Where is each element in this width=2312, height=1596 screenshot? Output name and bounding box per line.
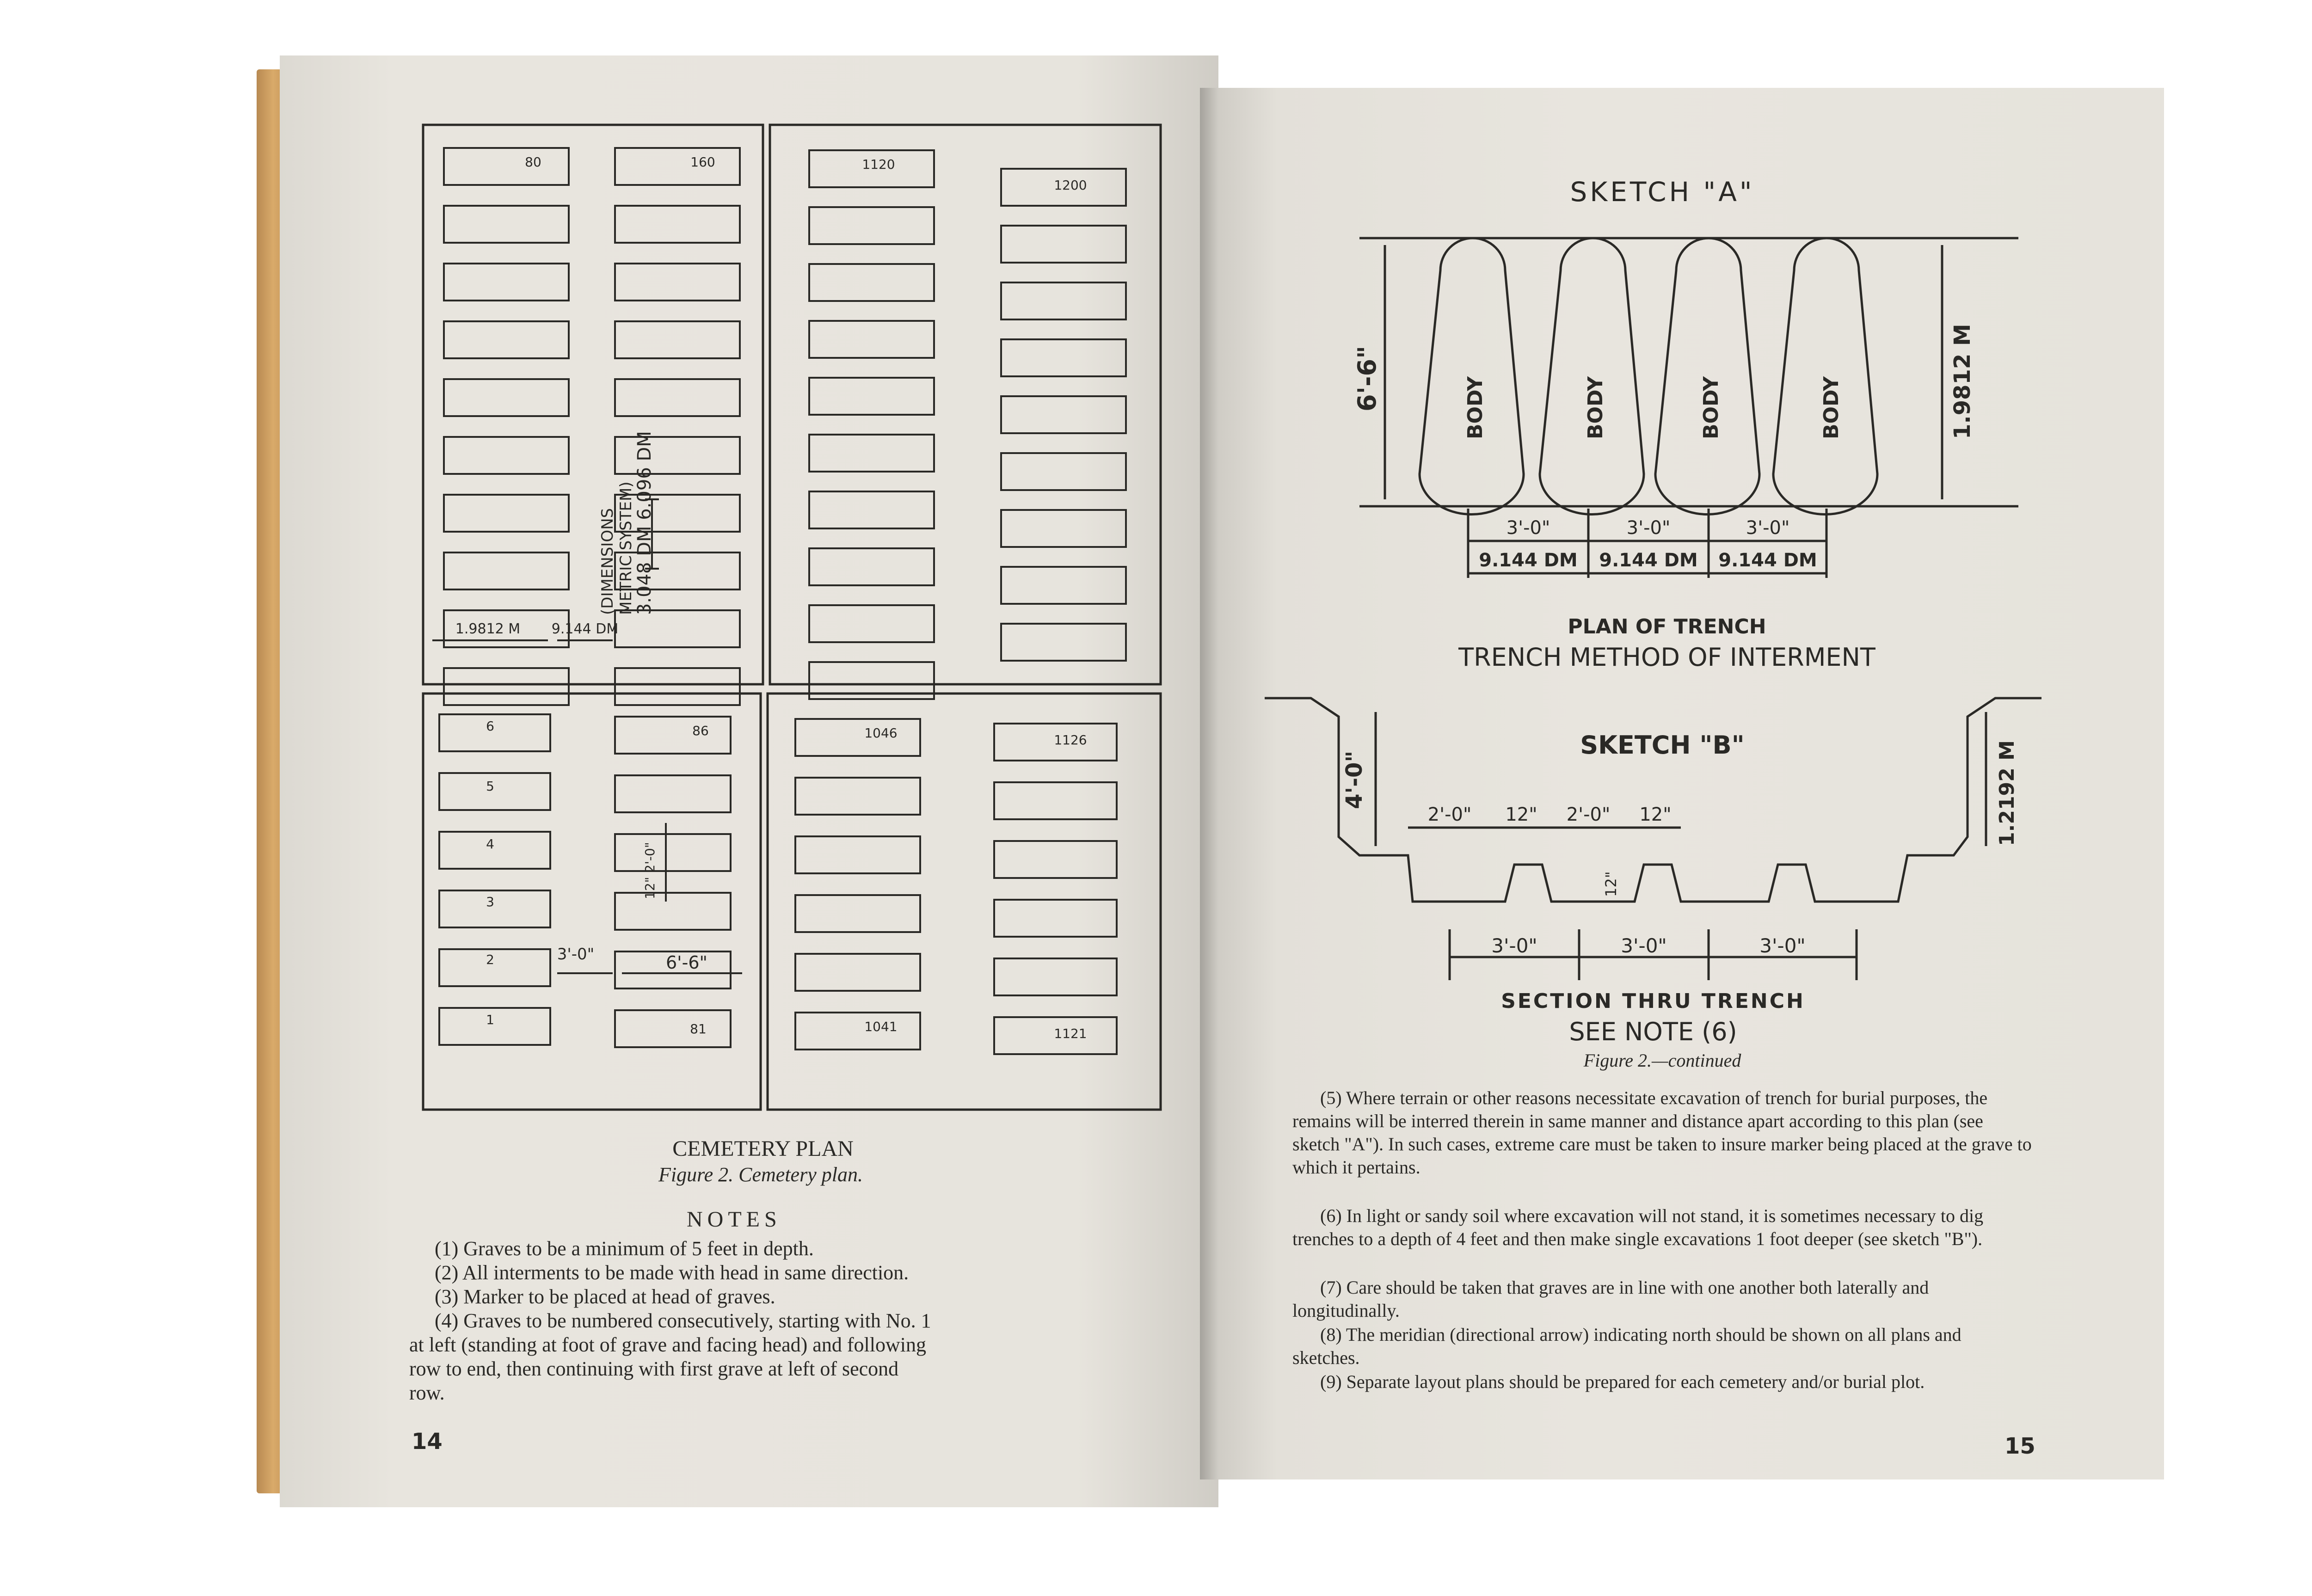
dim-width-label: 1.9812 M	[455, 621, 521, 637]
book-gutter-shadow	[1200, 88, 1218, 1479]
paragraph-7: (7) Care should be taken that graves are in line with one another both laterally and longitudinally.	[1292, 1277, 1929, 1321]
plot-number-160: 160	[690, 154, 715, 170]
sketch-b-depth-ft: 4'-0"	[1341, 750, 1367, 809]
grave-plot	[809, 321, 934, 358]
sketch-b-subtitle: SECTION THRU TRENCH	[1501, 989, 1805, 1013]
grave-plot	[615, 668, 740, 705]
sketch-b-bottom-dim-2: 3'-0"	[1621, 934, 1667, 957]
grave-plot	[444, 206, 569, 243]
plot-number-1200: 1200	[1054, 178, 1087, 193]
sketch-a-body-1: BODY	[1463, 376, 1487, 439]
grave-plot	[994, 782, 1117, 819]
grave-plot	[994, 958, 1117, 995]
sketch-a-spacing-2: 3'-0"	[1626, 517, 1671, 539]
grave-plot	[615, 893, 731, 930]
grave-plot	[615, 834, 731, 871]
paragraph-5: (5) Where terrain or other reasons necessitate excavation of trench for burial purposes, the remains will be interred therein in same manner and distance apart according to this plan (see sketch "A"). In such cases, extreme care must be taken to insure marker being placed at the grave to which it pertains.	[1292, 1087, 2032, 1178]
right-page	[1200, 88, 2164, 1479]
dim-spacing-label: 3'-0"	[557, 945, 595, 964]
sketch-a-spacing-1: 3'-0"	[1506, 517, 1550, 539]
grave-plot	[439, 1008, 550, 1045]
paragraph-8: (8) The meridian (directional arrow) indicating north should be shown on all plans and sketches.	[1292, 1324, 1962, 1368]
sketch-b-small-dim: 12"	[1602, 871, 1620, 897]
plot-number-2: 2	[486, 952, 494, 967]
sketch-a-metric-2: 9.144 DM	[1599, 550, 1698, 571]
grave-plot	[809, 548, 934, 585]
sketch-b-top-dim-2: 12"	[1505, 804, 1537, 825]
plot-number-5: 5	[486, 779, 494, 794]
grave-plot	[615, 321, 740, 358]
sketch-b-see-note: SEE NOTE (6)	[1569, 1017, 1737, 1046]
grave-plot	[615, 379, 740, 416]
grave-plot	[994, 841, 1117, 878]
sketch-a-height-m: 1.9812 M	[1949, 324, 1975, 439]
grave-plot	[795, 954, 920, 991]
trench-sketches-diagram	[1200, 88, 2164, 1059]
sketch-b-top-dim-1: 2'-0"	[1427, 804, 1472, 825]
grave-plot	[795, 778, 920, 815]
grave-plot	[615, 1010, 731, 1047]
grave-plot	[809, 605, 934, 642]
grave-plot	[1001, 624, 1126, 661]
grave-plot	[1001, 282, 1126, 319]
grave-plot	[1001, 567, 1126, 604]
plan-note-line-3: 3.048 DM 6.096 DM	[634, 431, 655, 615]
plot-number-81: 81	[690, 1021, 707, 1037]
sketch-a-body-4: BODY	[1820, 376, 1843, 439]
grave-plot	[795, 1013, 920, 1050]
notes-heading: NOTES	[687, 1207, 781, 1232]
grave-plot	[444, 148, 569, 185]
grave-plot	[795, 895, 920, 932]
note-2: (2) All interments to be made with head in same direction.	[435, 1261, 909, 1284]
sketch-b-title: SKETCH "B"	[1580, 730, 1745, 760]
note-4-cont-3: row.	[409, 1381, 445, 1404]
plan-note-line-1: (DIMENSIONS	[598, 508, 617, 615]
note-4-cont-1: at left (standing at foot of grave and facing head) and following	[409, 1333, 926, 1356]
sketch-a-title2: TRENCH METHOD OF INTERMENT	[1458, 643, 1875, 672]
grave-plot	[439, 773, 550, 810]
grave-plot	[809, 491, 934, 528]
left-figure-caption: Figure 2. Cemetery plan.	[658, 1163, 863, 1186]
grave-plot	[1001, 226, 1126, 263]
sketch-a-body-2: BODY	[1584, 376, 1607, 439]
dim-length-label: 6'-6"	[666, 952, 707, 973]
grave-plot	[994, 900, 1117, 937]
plot-number-1041: 1041	[864, 1019, 898, 1034]
sketch-a-metric-3: 9.144 DM	[1718, 550, 1817, 571]
grave-plot	[615, 610, 740, 647]
page-number-right: 15	[2005, 1433, 2035, 1459]
grave-plot	[1001, 510, 1126, 547]
sketch-a-title: SKETCH "A"	[1570, 176, 1755, 208]
grave-plot	[1001, 339, 1126, 376]
grave-plot	[795, 719, 920, 756]
grave-plot	[809, 207, 934, 244]
grave-plot	[444, 437, 569, 474]
sketch-b-top-dim-4: 12"	[1639, 804, 1672, 825]
note-4: (4) Graves to be numbered consecutively, starting with No. 1	[435, 1309, 931, 1332]
plot-number-1: 1	[486, 1012, 494, 1027]
grave-plot	[615, 775, 731, 812]
grave-plot	[444, 668, 569, 705]
plot-number-1126: 1126	[1054, 732, 1087, 748]
plot-number-1046: 1046	[864, 725, 898, 741]
grave-plot	[809, 378, 934, 415]
grave-plot	[444, 495, 569, 532]
open-booklet	[257, 55, 2164, 1507]
cemetery-plan-diagram	[280, 55, 1218, 1165]
grave-plot	[444, 379, 569, 416]
page-number-left: 14	[412, 1429, 443, 1455]
plot-number-1121: 1121	[1054, 1026, 1087, 1041]
sketch-b-bottom-dim-3: 3'-0"	[1759, 934, 1806, 957]
grave-plot	[444, 264, 569, 301]
grave-plot	[809, 435, 934, 472]
sketch-a-spacing-3: 3'-0"	[1746, 517, 1790, 539]
note-4-cont-2: row to end, then continuing with first grave at left of second	[409, 1357, 899, 1380]
plot-number-86: 86	[692, 723, 709, 738]
grave-plot	[444, 321, 569, 358]
sketch-b-top-dim-3: 2'-0"	[1566, 804, 1611, 825]
plot-number-4: 4	[486, 836, 494, 852]
paragraph-6: (6) In light or sandy soil where excavation will not stand, it is sometimes necessary to dig trenches to a depth of 4 feet and then make single excavations 1 foot deeper (see sketch "B").	[1292, 1205, 1984, 1249]
grave-plot	[795, 836, 920, 873]
sketch-b-bottom-dim-1: 3'-0"	[1491, 934, 1537, 957]
grave-plot	[444, 552, 569, 589]
grave-plot	[615, 717, 731, 754]
note-3: (3) Marker to be placed at head of graves.	[435, 1285, 775, 1308]
note-1: (1) Graves to be a minimum of 5 feet in depth.	[435, 1237, 814, 1260]
cemetery-plan-title: CEMETERY PLAN	[672, 1136, 854, 1161]
grave-plot	[1001, 453, 1126, 490]
sketch-b-depth-m: 1.2192 M	[1995, 740, 2019, 846]
plot-number-1120: 1120	[862, 157, 895, 172]
left-page	[280, 55, 1218, 1507]
grave-plot	[615, 264, 740, 301]
grave-plot	[1001, 396, 1126, 433]
right-figure-caption: Figure 2.—continued	[1583, 1050, 1741, 1071]
sketch-a-height-ft: 6'-6"	[1353, 345, 1382, 411]
grave-plot	[615, 206, 740, 243]
grave-plot	[439, 890, 550, 927]
sketch-a-metric-1: 9.144 DM	[1479, 550, 1578, 571]
plot-number-6: 6	[486, 718, 494, 734]
grave-plot	[439, 714, 550, 751]
grave-plot	[615, 148, 740, 185]
dim-gap-label: 9.144 DM	[551, 621, 619, 637]
sketch-a-body-3: BODY	[1699, 376, 1723, 439]
grave-plot	[439, 832, 550, 869]
paragraph-9: (9) Separate layout plans should be prepared for each cemetery and/or burial plot.	[1320, 1371, 1925, 1392]
plan-note-line-2: METRIC SYSTEM)	[617, 481, 635, 615]
grave-plot	[439, 949, 550, 986]
plot-number-80: 80	[525, 154, 541, 170]
dim-small-label: 12" 2'-0"	[642, 842, 658, 899]
sketch-a-subtitle: PLAN OF TRENCH	[1568, 615, 1766, 638]
grave-plot	[809, 264, 934, 301]
plot-number-3: 3	[486, 894, 494, 909]
